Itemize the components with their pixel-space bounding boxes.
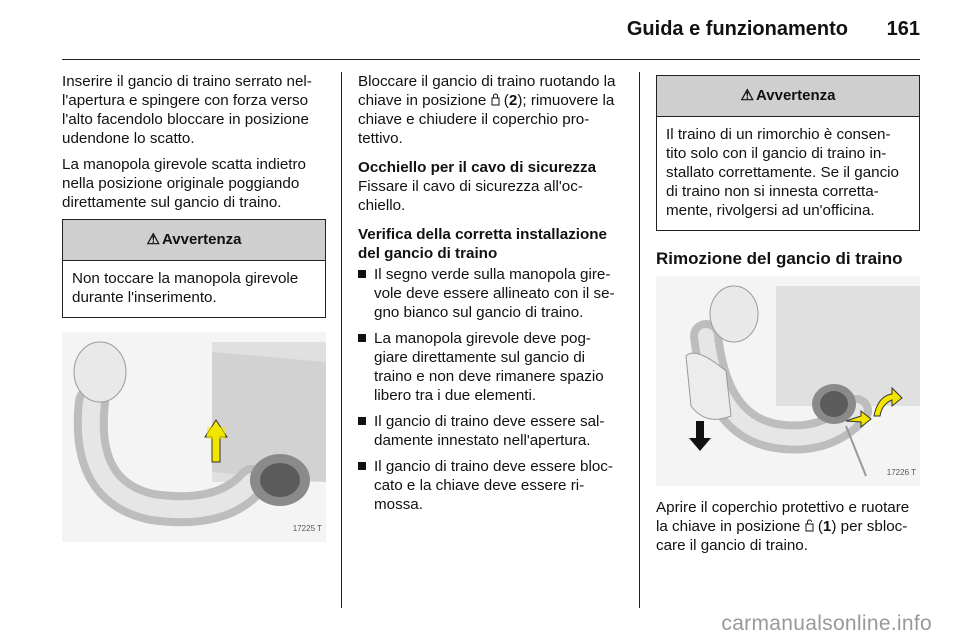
figure-tow-hook-insertion [62, 332, 326, 542]
list-item-text: Il gancio di traino deve essere sal- damente innestato nell'apertura. [374, 413, 605, 449]
column-3 [656, 72, 920, 562]
subheading-safety-cable: Occhiello per il cavo di sicurezza [358, 159, 597, 176]
tow-hook-insertion-illustration [62, 332, 326, 542]
figure-code: 17225 T [292, 524, 322, 533]
list-item-text: La manopola girevole deve pog- giare direttamente sul gancio di traino e non deve rimanere spazio libero tra i due elementi. [374, 330, 604, 404]
col2-safety-cable-text: Fissare il cavo di sicurezza all'oc- chiello. [358, 178, 583, 214]
col3-paragraph: Aprire il coperchio protettivo e ruotare la chiave in posizione (1) per sbloc- care il gancio di traino. [656, 499, 910, 554]
tow-hook-removal-illustration [656, 276, 920, 486]
installation-check-list [358, 265, 622, 514]
subheading-installation-check: Verifica della corretta installazione del gancio di traino [358, 226, 608, 262]
bullet-icon [358, 334, 366, 342]
warning-header [63, 220, 325, 261]
page-header [0, 0, 960, 60]
col2-paragraph-1: Bloccare il gancio di traino ruotando la chiave in posizione (2); rimuovere la chiave e chiudere il coperchio pro- tettivo. [358, 73, 616, 147]
warning-triangle-icon: ⚠ [740, 87, 754, 104]
list-item [358, 329, 622, 405]
col1-paragraph-2: La manopola girevole scatta indietro nella posizione originale poggiando direttamente sul gancio di traino. [62, 156, 306, 211]
list-item-text: Il gancio di traino deve essere bloc- cato e la chiave deve essere ri- mossa. [374, 458, 613, 513]
position-number: 1 [822, 518, 832, 535]
unlock-position-icon [805, 519, 814, 532]
position-number: 2 [508, 92, 518, 109]
column-1 [62, 72, 326, 542]
warning-box-2 [656, 75, 920, 231]
column-2 [358, 72, 622, 521]
section-title: Rimozione del gancio di traino [656, 249, 903, 268]
warning-header [657, 76, 919, 117]
list-item [358, 412, 622, 450]
figure-code: 17226 T [886, 468, 916, 477]
column-divider-1 [341, 72, 342, 608]
header-rule [62, 59, 920, 60]
page-number: 161 [886, 18, 920, 40]
col2-para1-before: Bloccare il gancio di traino ruotando la chiave in posizione [358, 73, 616, 109]
list-item-text: Il segno verde sulla manopola gire- vole deve essere allineato con il se- gno bianco sul gancio di traino. [374, 266, 615, 321]
column-divider-2 [639, 72, 640, 608]
bullet-icon [358, 462, 366, 470]
list-item [358, 457, 622, 514]
warning-triangle-icon: ⚠ [146, 231, 160, 248]
warning-text: Non toccare la manopola girevole durante l'inserimento. [72, 270, 299, 306]
list-item [358, 265, 622, 322]
header-title: Guida e funzionamento [626, 18, 848, 40]
col1-paragraph-1: Inserire il gancio di traino serrato nel- l'apertura e spingere con forza verso l'alto facendolo bloccare in posizione udendone lo scatto. [62, 73, 312, 147]
bullet-icon [358, 417, 366, 425]
figure-tow-hook-removal [656, 276, 920, 486]
col3-para-after: per sbloc- care il gancio di traino. [656, 518, 908, 554]
warning-title: Avvertenza [755, 87, 836, 104]
warning-title: Avvertenza [161, 231, 242, 248]
warning-text: Il traino di un rimorchio è consen- tito solo con il gancio di traino in- stallato correttamente. Se il gancio di traino non si innesta corretta- mente, rivolgersi ad un'officina. [666, 126, 899, 219]
col3-para-before: Aprire il coperchio protettivo e ruotare la chiave in posizione [656, 499, 910, 535]
lock-position-icon [491, 93, 500, 106]
col2-para1-after: ; rimuovere la chiave e chiudere il coperchio pro- tettivo. [358, 92, 615, 147]
bullet-icon [358, 270, 366, 278]
warning-box-1 [62, 219, 326, 318]
watermark: carmanualsonline.info [721, 612, 932, 635]
